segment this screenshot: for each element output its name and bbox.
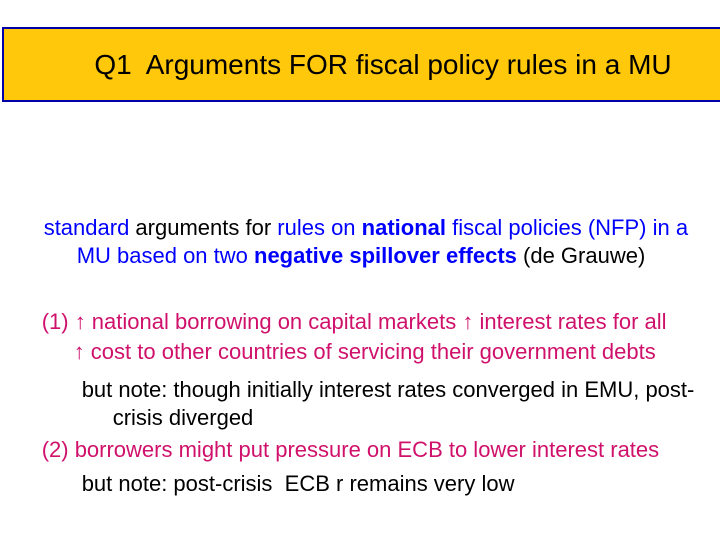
point-2-note [45, 442, 515, 525]
text-segment: ↑ cost to other countries of servicing their government debts [73, 338, 656, 364]
text-segment: but note: post-crisis ECB r remains very low [81, 470, 515, 496]
text-segment: rules on [277, 214, 362, 240]
text-segment: crisis diverged [112, 404, 254, 430]
text-segment: but note: though initially interest rates converged in EMU, post- [81, 376, 695, 402]
text-segment: (2) borrowers might put pressure on ECB to lower interest rates [41, 436, 660, 462]
title-banner [2, 27, 720, 102]
text-segment: (de Grauwe) [516, 242, 646, 268]
text-segment: MU based on two [76, 242, 254, 268]
text-segment: negative spillover effects [254, 242, 517, 268]
text-segment: arguments for [129, 214, 278, 240]
text-segment: (1) ↑ national borrowing on capital markets ↑ interest rates for all [41, 308, 667, 334]
text-segment: standard [43, 214, 130, 240]
slide-title: Q1 Arguments FOR fiscal policy rules in a MU [94, 48, 672, 80]
text-segment: national [361, 214, 446, 240]
text-segment: fiscal policies (NFP) in a [446, 214, 689, 240]
